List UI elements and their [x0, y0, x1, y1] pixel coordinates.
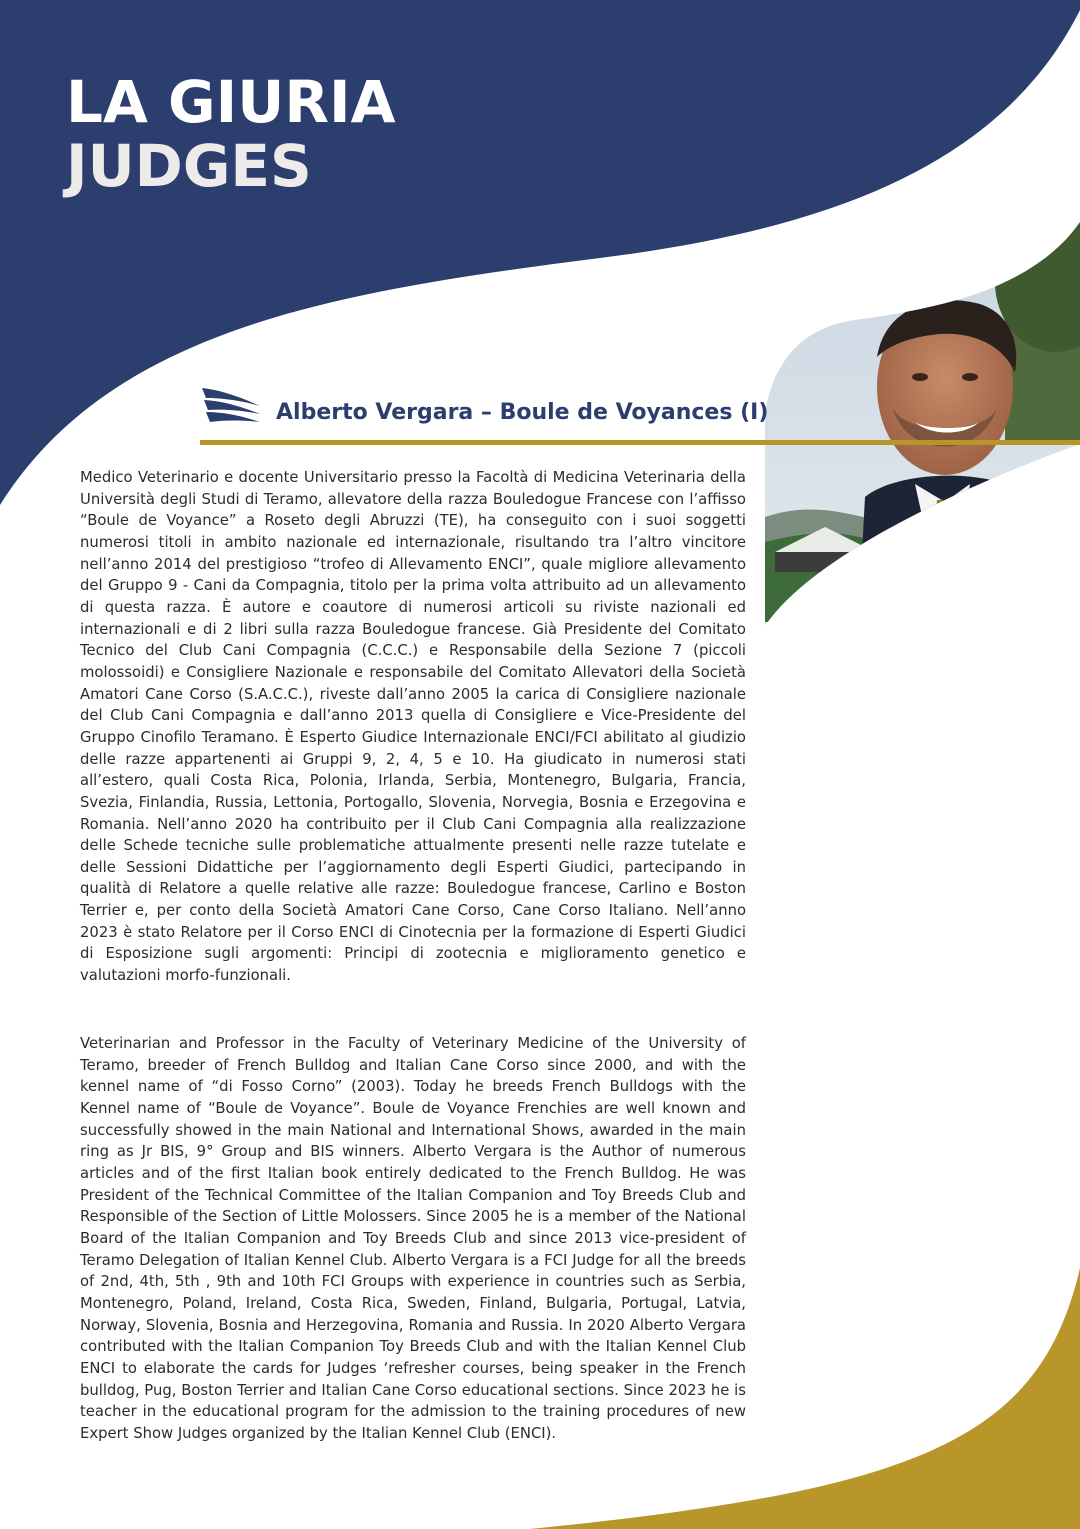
- judge-photo: [765, 222, 1080, 682]
- page-title: [66, 70, 395, 198]
- judge-name: Alberto Vergara – Boule de Voyances (I): [276, 400, 769, 425]
- bio-italian: Medico Veterinario e docente Universitario presso la Facoltà di Medicina Veterinaria della Università degli Studi di Teramo, allevatore della razza Bouledogue Francese con l’affisso “Boule de Voyance” a Roseto degli Abruzzi (TE), ha conseguito con i suoi soggetti numerosi titoli in ambito nazionale ed internazionale, risultando tra l’altro vincitore nell’anno 2014 del prestigioso “trofeo di Allevamento ENCI”, quale migliore allevamento del Gruppo 9 - Cani da Compagnia, titolo per la prima volta attribuito ad un allevamento di questa razza. È autore e coautore di numerosi articoli su riviste nazionali ed internazionali e di 2 libri sulla razza Bouledogue francese. Già Presidente del Comitato Tecnico del Club Cani Compagnia (C.C.C.) e Responsabile della Sezione 7 (piccoli molossoidi) e Consigliere Nazionale e responsabile del Comitato Allevatori della Società Amatori Cane Corso (S.A.C.C.), riveste dall’anno 2005 la carica di Consigliere nazionale del Club Cani Compagnia e dall’anno 2013 quella di Consigliere e Vice-Presidente del Gruppo Cinofilo Teramano. È Esperto Giudice Internazionale ENCI/FCI abilitato al giudizio delle razze appartenenti ai Gruppi 9, 2, 4, 5 e 10. Ha giudicato in numerosi stati all’estero, quali Costa Rica, Polonia, Irlanda, Serbia, Montenegro, Bulgaria, Francia, Svezia, Finlandia, Russia, Lettonia, Portogallo, Slovenia, Norvegia, Bosnia e Erzegovina e Romania. Nell’anno 2020 ha contribuito per il Club Cani Compagnia alla realizzazione delle Schede tecniche sulle problematiche attualmente presenti nelle razze tutelate e delle Sessioni Didattiche per l’aggiornamento degli Esperti Giudici, partecipando in qualità di Relatore a quelle relative alle razze: Bouledogue francese, Carlino e Boston Terrier e, per conto della Società Amatori Cane Corso, Cane Corso Italiano. Nell’anno 2023 è stato Relatore per il Corso ENCI di Cinotecnia per la formazione di Esperti Giudici di Esposizione sugli argomenti: Principi di zootecnia e miglioramento genetico e valutazioni morfo-funzionali.: [80, 469, 746, 985]
- portrait-photo-icon: [765, 222, 1080, 682]
- title-english: JUDGES: [66, 132, 312, 200]
- judge-heading: [200, 384, 769, 446]
- title-italian: LA GIURIA: [66, 68, 396, 136]
- heading-divider: [200, 440, 1080, 445]
- wing-logo-icon: [200, 386, 262, 426]
- bio-english: Veterinarian and Professor in the Faculty of Veterinary Medicine of the University of Teramo, breeder of French Bulldog and Italian Cane Corso since 2000, and with the kennel name of “di Fosso Corno” (2003). Today he breeds French Bulldogs with the Kennel name of “Boule de Voyance”. Boule de Voyance Frenchies are well known and successfully showed in the main National and International Shows, awarded in the main ring as Jr BIS, 9° Group and BIS winners. Alberto Vergara is the Author of numerous articles and of the first Italian book entirely dedicated to the French Bulldog. He was President of the Technical Committee of the Italian Companion and Toy Breeds Club and Responsible of the Section of Little Molossers. Since 2005 he is a member of the National Board of the Italian Companion and Toy Breeds Club and since 2013 vice-president of Teramo Delegation of Italian Kennel Club. Alberto Vergara is a FCI Judge for all the breeds of 2nd, 4th, 5th , 9th and 10th FCI Groups with experience in countries such as Serbia, Montenegro, Poland, Ireland, Costa Rica, Sweden, Finland, Bulgaria, Portugal, Latvia, Norway, Slovenia, Bosnia and Herzegovina, Romania and Russia. In 2020 Alberto Vergara contributed with the Italian Companion Toy Breeds Club and with the Italian Kennel Club ENCI to elaborate the cards for Judges ‘refresher courses, being speaker in the French bulldog, Pug, Boston Terrier and Italian Cane Corso educational sections. Since 2023 he is teacher in the educational program for the admission to the training procedures of new Expert Show Judges organized by the Italian Kennel Club (ENCI).: [80, 1035, 746, 1442]
